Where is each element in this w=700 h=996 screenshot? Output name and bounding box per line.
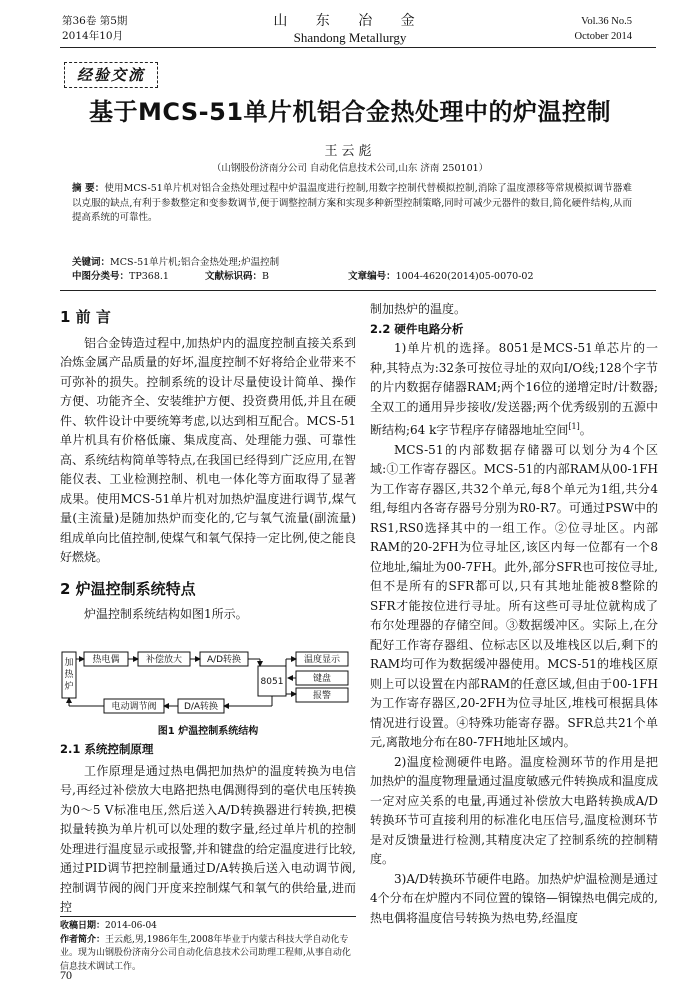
ad-label: A/D转换 [206,655,242,665]
journal-name-en: Shandong Metallurgy [293,30,407,45]
author-bio [60,934,356,975]
author-bio-label: 作者简介： [60,934,106,945]
footnote [60,916,356,974]
doc-code-label: 文献标识码： [205,271,263,282]
paragraph-ad-circuit: 3)A/D转换环节硬件电路。加热炉炉温检测是通过4个分布在炉膛内不同位置的镍铬—铜镍热电偶完成的,热电偶将温度信号转换为热电势,经温度 [370,871,658,925]
keywords-label: 关键词： [72,257,111,268]
column-tag: 经验交流 [64,62,158,88]
da-label: D/A转换 [183,702,219,712]
header-date-cn: 2014年10月 [62,30,124,42]
furnace-label-1: 加 [64,658,74,668]
journal-name-cn: 山 东 冶 金 [273,13,427,29]
left-column-lower [60,740,356,918]
received-date [60,920,356,934]
abstract-rule [60,290,656,291]
left-column [60,308,356,625]
keywords-text: MCS-51单片机;铝合金热处理;炉温控制 [110,257,280,268]
classification-row [72,270,632,284]
section-2-heading: 2 炉温控制系统特点 [60,579,196,598]
thermocouple-label: 热电偶 [92,655,120,665]
clc-value: TP368.1 [129,271,169,282]
abstract [72,182,632,226]
right-column [370,300,658,928]
paragraph-temp-detection: 2)温度检测硬件电路。温度检测环节的作用是把加热炉的温度物理量通过温度敏感元件转换成和温度成一定对应关系的电量,再通过补偿放大电路转换成A/D转换环节可直接利用的标准化电压信号,温度检测环节是对反馈量进行检测,其精度决定了控制系统的控制精度。 [370,754,659,866]
author-name: 王云彪 [324,144,376,159]
page-number: 70 [60,968,72,982]
received-label: 收稿日期： [60,921,106,931]
header-rule [60,47,656,48]
abstract-text: 使用MCS-51单片机对铝合金热处理过程中炉温温度进行控制,用数字控制代替模拟控制,消除了温度漂移等常规模拟调节器难以克服的缺点,有利于参数整定和变参数调节,便于调整控制方案和实现多种新型控制策略,同时可减少元器件的数目,简化硬件结构,从而提高系统的可靠性。 [72,183,632,223]
section-2-1-heading: 2.1 系统控制原理 [60,742,154,756]
valve-label: 电动调节阀 [111,702,157,712]
section-1-heading: 1 前 言 [60,308,111,326]
paragraph-mcu-selection-text: 1)单片机的选择。8051是MCS-51单芯片的一种,其特点为:32条可按位寻址的双向I/O线;128个字节的片内数据存储器RAM;两个16位的递增定时/计数器;全双工的通用异步接收/发送器;两个优秀级别的五源中断结构;64 k字节程序存储器地址空间 [370,341,658,437]
article-id-label: 文章编号： [348,271,396,282]
paragraph-ram-areas: MCS-51的内部数据存储器可以划分为4个区域:①工作寄存器区。MCS-51的内部RAM从00-1FH为工作寄存器区,共32个单元,每8个单元为1组,共分4组,每组内各寄存器号分别为R0-R7。可通过PSW中的RS1,RS0选择其中的一组工作。②位寻址区。内部RAM的20-2FH为位寻址区,该区内每一位都有一个8位地址,编址为00-7FH。此外,部分SFR也可按位寻址,但不是所有的SFR都可以,只有其地址能被8整除的SFR才能按位进行寻址。所有这些可寻址位就构成了布尔处理器的存储空间。③数据缓冲区。实际上,在分配好工作寄存器组、位标志区以及堆栈区以后,剩下的RAM均可作为数据缓冲器使用。MCS-51的堆栈区原则上可以设置在内部RAM的任意区域,但由于00-1FH为工作寄存器区,20-2FH为位寻址区,堆栈可根据具体情况进行设置。④特殊功能寄存器。SFR总共21个单元,离散地分布在80-7FH地址区域内。 [370,442,658,749]
keyboard-label: 键盘 [312,674,332,684]
author-bio-text: 王云彪,男,1986年生,2008年毕业于内蒙古科技大学自动化专业。现为山钢股份济南分公司自动化信息技术公司助理工程师,从事自动化信息技术调试工作。 [60,934,351,972]
amplifier-label: 补偿放大 [145,655,183,665]
furnace-label-3: 炉 [64,682,74,692]
received-value: 2014-06-04 [105,921,157,931]
section-2-1-paragraph: 工作原理是通过热电偶把加热炉的温度转换为电信号,再经过补偿放大电路把热电偶测得到的毫伏电压转换为0～5 V标准电压,然后送入A/D转换器进行转换,把模拟量转换为单片机可以处理的数字量,经过单片机的控制处理进行温度显示或报警,并和键盘的给定温度进行比较,通过PID调节把控制量通过D/A转换后送入电动调节阀,控制调节阀的阀门开度来控制煤气和氧气的供给量,进而控 [60,763,356,914]
citation-ref: [1] [568,422,580,431]
header-date-en: October 2014 [574,31,632,42]
continued-text: 制加热炉的温度。 [370,302,467,316]
header-volume-en [575,14,632,44]
mcu-label: 8051 [260,677,284,687]
section-1-paragraph: 铝合金铸造过程中,加热炉内的温度控制直接关系到冶炼金属产品质量的好坏,温度控制不好将给企业带来不可弥补的损失。控制系统的设计尽量使设计简单、操作方便、功能齐全、安装维护方便、投资费用低,并且在硬件、软件设计中要统筹考虑,以达到相互配合。MCS-51单片机具有价格低廉、集成度高、处理能力强、可靠性高、系统结构简单等特点,在我国已经得到广泛应用,在智能仪表、工业检测控制、机电一体化等方面取得了显著成果。使用MCS-51单片机对加热炉温度进行调节,煤气量(主流量)是随加热炉而变化的,它与氧气流量(副流量)组成单向比值控制,使煤气和氧气保持一定比例,使之能良好燃烧。 [60,335,356,564]
clc-label: 中图分类号： [72,271,130,282]
section-2-2-heading: 2.2 硬件电路分析 [370,321,464,336]
abstract-label: 摘 要： [72,183,105,194]
header-volume-cn: 第36卷 第5期 [62,15,128,27]
paragraph-mcu-selection-end: 。 [579,423,592,437]
paragraph-mcu-selection [370,339,658,441]
doc-code-value: B [262,271,270,282]
figure-1-caption: 图1 炉温控制系统结构 [157,726,259,737]
keywords [72,256,632,270]
display-label: 温度显示 [303,655,341,665]
paper-title: 基于MCS-51单片机铝合金热处理中的炉温控制 [88,98,612,126]
article-id-value: 1004-4620(2014)05-0070-02 [395,271,534,282]
section-2-intro: 炉温控制系统结构如图1所示。 [84,607,248,621]
affiliation: （山钢股份济南分公司 自动化信息技术公司,山东 济南 250101） [211,163,489,174]
figure-1-diagram [60,648,356,718]
meta-block [72,256,632,284]
alarm-label: 报警 [312,691,332,701]
furnace-label-2: 热 [64,670,74,680]
header-vol-no: Vol.36 No.5 [581,16,632,27]
